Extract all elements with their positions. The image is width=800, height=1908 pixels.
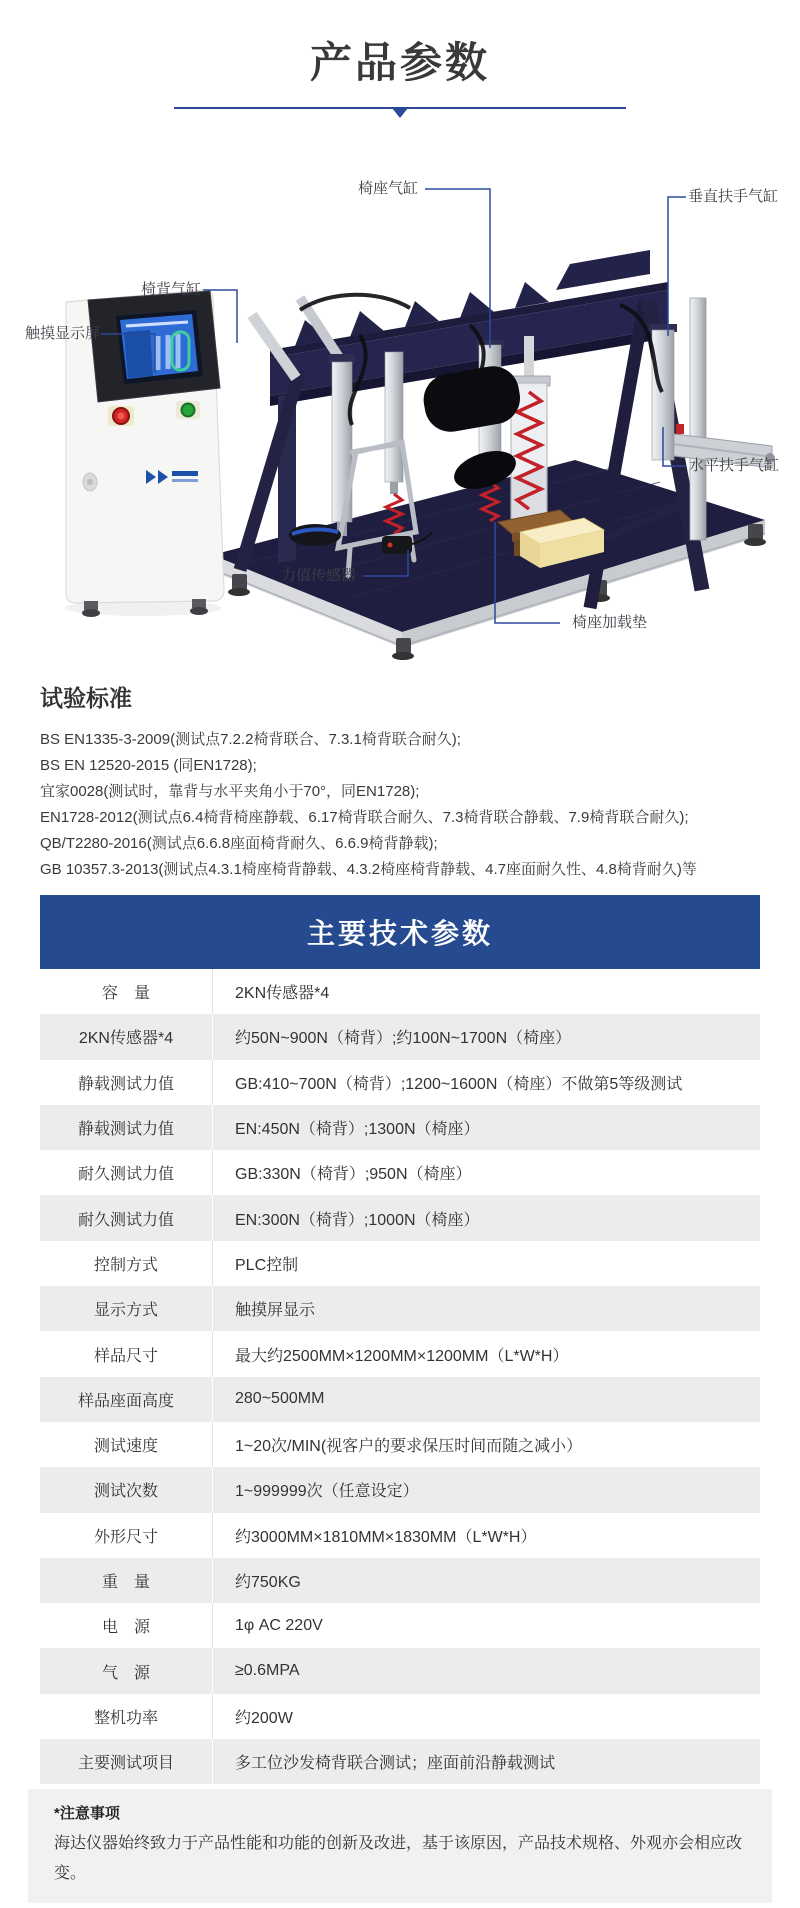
table-row — [40, 1060, 760, 1105]
parameters-table — [40, 969, 760, 1784]
table-row — [40, 1694, 760, 1739]
down-triangle-icon — [392, 108, 408, 118]
param-label: 主要测试项目 — [40, 1739, 213, 1784]
label-horizontal-armrest-cylinder: 水平扶手气缸 — [689, 457, 780, 474]
param-value: PLC控制 — [235, 1256, 299, 1274]
right-column — [690, 298, 706, 540]
table-row — [40, 1286, 760, 1331]
param-value: 约3000MM×1810MM×1830MM（L*W*H） — [235, 1528, 537, 1546]
param-label: 静载测试力值 — [40, 1060, 213, 1105]
standard-line: QB/T2280-2016(测试点6.6.8座面椅背耐久、6.6.9椅背静载); — [40, 835, 438, 852]
param-label: 外形尺寸 — [40, 1513, 213, 1558]
standard-line: EN1728-2012(测试点6.4椅背椅座静载、6.17椅背联合耐久、7.3椅背联合静载、7.9椅背联合耐久); — [40, 809, 689, 826]
param-label: 测试速度 — [40, 1422, 213, 1467]
table-row — [40, 1467, 760, 1512]
param-label: 整机功率 — [40, 1694, 213, 1739]
param-label: 气 源 — [40, 1648, 213, 1693]
param-value: 触摸屏显示 — [235, 1302, 316, 1320]
standard-line: BS EN 12520-2015 (同EN1728); — [40, 757, 257, 774]
machine-illustration — [0, 140, 800, 660]
table-row — [40, 1648, 760, 1693]
standard-line: BS EN1335-3-2009(测试点7.2.2椅背联合、7.3.1椅背联合耐久); — [40, 731, 461, 748]
label-force-sensor: 力值传感器 — [281, 567, 357, 584]
machine-figure — [0, 140, 800, 660]
param-value: GB:410~700N（椅背）;1200~1600N（椅座）不做第5等级测试 — [235, 1075, 683, 1093]
table-row — [40, 1014, 760, 1059]
glass-spring-cylinder — [508, 336, 550, 540]
table-row — [40, 1331, 760, 1376]
notice-title: *注意事项 — [54, 1805, 120, 1822]
param-label: 样品尺寸 — [40, 1331, 213, 1376]
param-label: 显示方式 — [40, 1286, 213, 1331]
table-row — [40, 1739, 760, 1784]
label-vertical-armrest-cylinder: 垂直扶手气缸 — [688, 188, 779, 205]
param-label: 静载测试力值 — [40, 1105, 213, 1150]
param-label: 2KN传感器*4 — [40, 1014, 213, 1059]
table-row — [40, 1241, 760, 1286]
label-seat-cylinder: 椅座气缸 — [358, 180, 419, 197]
table-row — [40, 1603, 760, 1648]
standards-heading: 试验标准 — [40, 685, 132, 711]
param-value: 约50N~900N（椅背）;约100N~1700N（椅座） — [235, 1030, 572, 1048]
parameters-header: 主要技术参数 — [40, 895, 760, 969]
param-label: 容 量 — [40, 969, 213, 1014]
table-row — [40, 1150, 760, 1195]
label-touch-screen: 触摸显示屏 — [25, 325, 101, 342]
param-label: 耐久测试力值 — [40, 1150, 213, 1195]
param-value: 约200W — [235, 1709, 293, 1727]
param-value: 1φ AC 220V — [235, 1616, 323, 1634]
seat-pad-on-floor — [289, 524, 341, 546]
notice-body: 海达仪器始终致力于产品性能和功能的创新及改进，基于该原因，产品技术规格、外观亦会相应改变。 — [54, 1835, 743, 1882]
table-row — [40, 1558, 760, 1603]
notice-section — [28, 1789, 772, 1903]
title-block — [0, 0, 800, 118]
mid-cylinder — [329, 354, 355, 536]
table-row — [40, 1377, 760, 1422]
param-label: 样品座面高度 — [40, 1377, 213, 1422]
param-value: 最大约2500MM×1200MM×1200MM（L*W*H） — [235, 1347, 569, 1365]
param-label: 耐久测试力值 — [40, 1195, 213, 1240]
param-label: 电 源 — [40, 1603, 213, 1648]
param-value: GB:330N（椅背）;950N（椅座） — [235, 1166, 472, 1184]
table-row — [40, 1513, 760, 1558]
table-row — [40, 969, 760, 1014]
param-value: 多工位沙发椅背联合测试；座面前沿静载测试 — [235, 1755, 556, 1773]
param-label: 控制方式 — [40, 1241, 213, 1286]
table-row — [40, 1195, 760, 1240]
table-row — [40, 1422, 760, 1467]
technical-parameters-section — [40, 895, 760, 1784]
page-title: 产品参数 — [309, 39, 490, 86]
standard-line: 宜家0028(测试时，靠背与水平夹角小于70°，同EN1728); — [40, 783, 420, 800]
param-value: EN:300N（椅背）;1000N（椅座） — [235, 1211, 480, 1229]
label-backrest-cylinder: 椅背气缸 — [141, 281, 202, 298]
start-button — [182, 404, 195, 417]
param-value: 280~500MM — [235, 1390, 325, 1408]
standard-line: GB 10357.3-2013(测试点4.3.1椅座椅背静载、4.3.2椅座椅背静载、4.7座面耐久性、4.8椅背耐久)等 — [40, 861, 697, 878]
param-label: 重 量 — [40, 1558, 213, 1603]
test-standards-section — [40, 680, 774, 883]
param-value: EN:450N（椅背）;1300N（椅座） — [235, 1121, 480, 1139]
table-row — [40, 1105, 760, 1150]
label-seat-loading-pad: 椅座加载垫 — [572, 614, 648, 631]
param-value: ≥0.6MPA — [235, 1662, 300, 1680]
param-value: 2KN传感器*4 — [235, 985, 330, 1003]
param-value: 1~999999次（任意设定） — [235, 1483, 419, 1501]
param-value: 1~20次/MIN(视客户的要求保压时间而随之减小） — [235, 1438, 583, 1456]
param-value: 约750KG — [235, 1574, 301, 1591]
param-label: 测试次数 — [40, 1467, 213, 1512]
